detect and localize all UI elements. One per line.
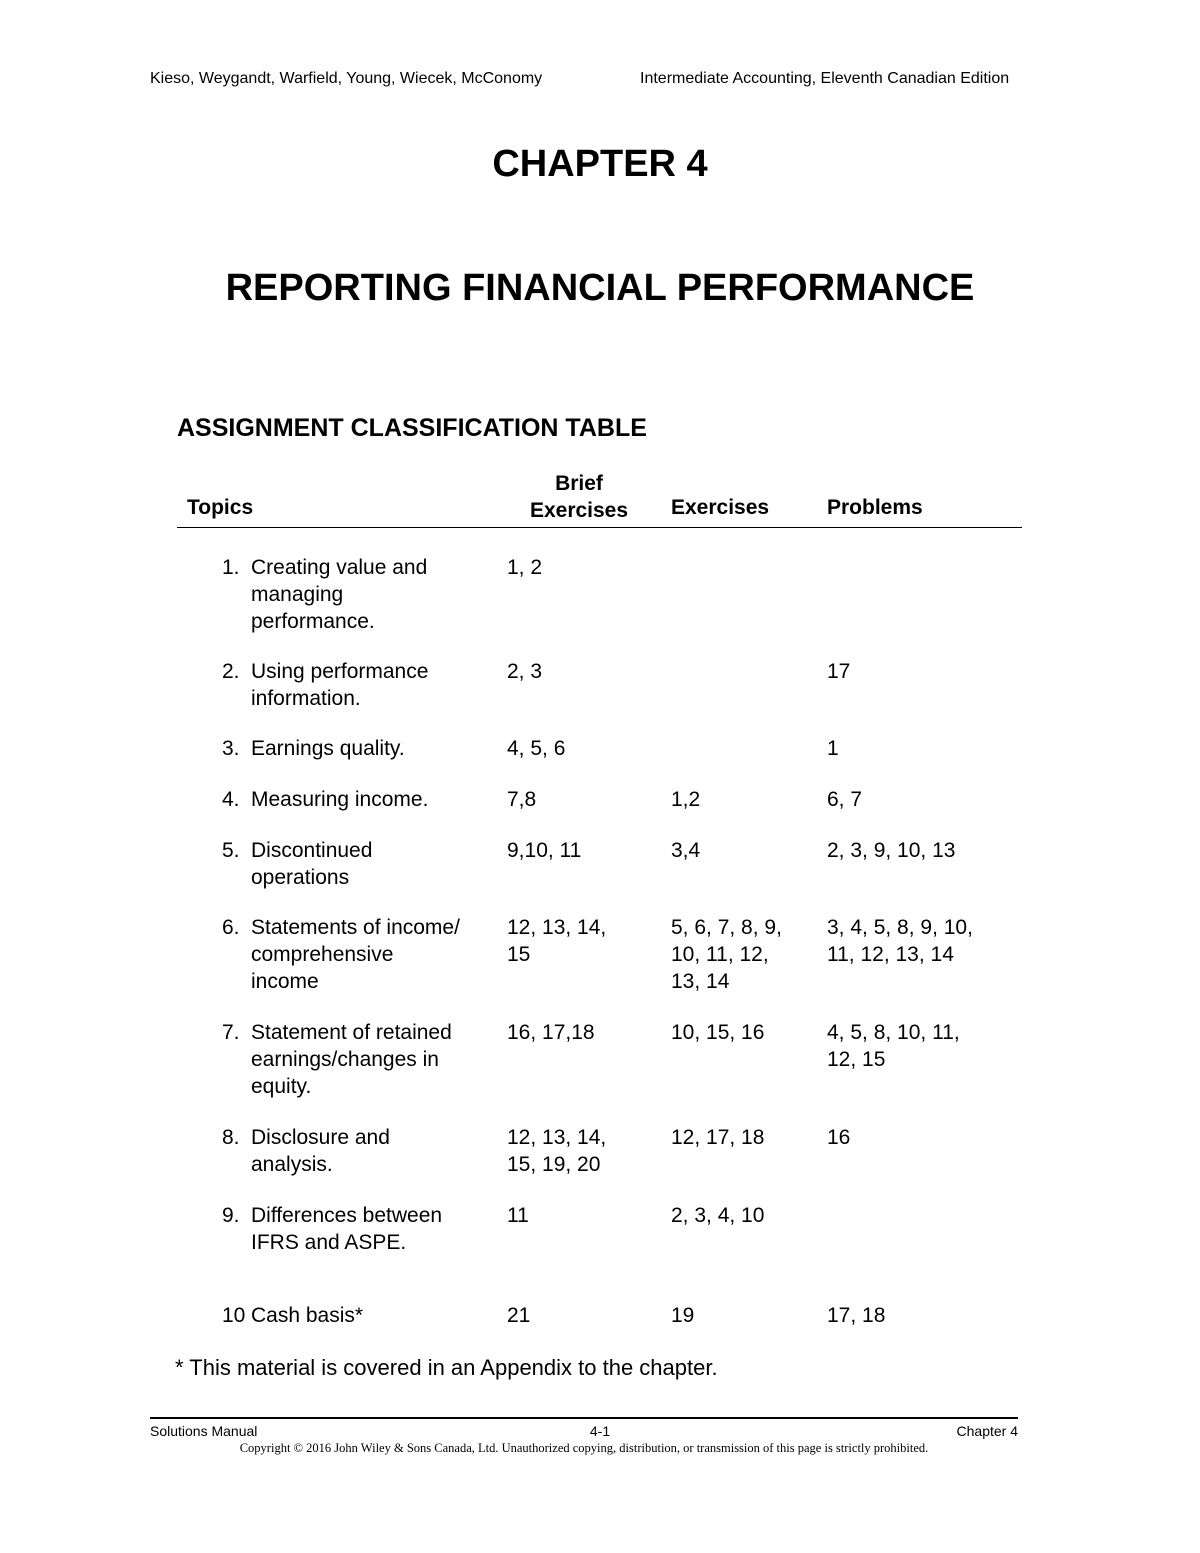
row-topic: Creating value and managing performance.: [251, 556, 428, 633]
row-brief-exercises: 7,8: [507, 788, 537, 811]
footer-chapter-label: Chapter 4: [956, 1423, 1018, 1439]
row-topic: Disclosure and analysis.: [251, 1126, 390, 1176]
copyright-notice: Copyright © 2016 John Wiley & Sons Canada, Ltd. Unauthorized copying, distribution, or transmission of this page is strictly prohibited.: [239, 1441, 929, 1455]
row-exercises: 2, 3, 4, 10: [671, 1204, 765, 1227]
table-heading: ASSIGNMENT CLASSIFICATION TABLE: [177, 414, 647, 442]
row-brief-exercises: 12, 13, 14, 15, 19, 20: [507, 1126, 607, 1176]
row-problems: 3, 4, 5, 8, 9, 10, 11, 12, 13, 14: [827, 916, 973, 966]
header-divider: [177, 527, 1022, 528]
column-header-exercises: Exercises: [671, 496, 770, 519]
row-brief-exercises: 21: [507, 1304, 531, 1327]
row-problems: 16: [827, 1126, 851, 1149]
row-number: 10: [222, 1304, 246, 1327]
row-topic: Using performance information.: [251, 660, 429, 710]
chapter-title: CHAPTER 4: [492, 143, 708, 185]
row-exercises: 1,2: [671, 788, 701, 811]
row-number: 3.: [222, 737, 240, 760]
header-authors: Kieso, Weygandt, Warfield, Young, Wiecek, McConomy: [150, 70, 543, 87]
row-brief-exercises: 12, 13, 14, 15: [507, 916, 607, 966]
row-number: 8.: [222, 1126, 240, 1149]
row-topic: Differences between IFRS and ASPE.: [251, 1204, 443, 1254]
row-problems: 2, 3, 9, 10, 13: [827, 839, 956, 862]
column-header-problems: Problems: [827, 496, 923, 519]
row-number: 7.: [222, 1021, 240, 1044]
footer-divider: [150, 1417, 1018, 1419]
chapter-subtitle: REPORTING FINANCIAL PERFORMANCE: [225, 267, 975, 309]
row-brief-exercises: 1, 2: [507, 556, 543, 579]
row-exercises: 10, 15, 16: [671, 1021, 765, 1044]
row-exercises: 5, 6, 7, 8, 9, 10, 11, 12, 13, 14: [671, 916, 782, 993]
row-exercises: 12, 17, 18: [671, 1126, 765, 1149]
row-brief-exercises: 2, 3: [507, 660, 543, 683]
row-number: 2.: [222, 660, 240, 683]
header-book-title: Intermediate Accounting, Eleventh Canadian Edition: [640, 70, 1010, 87]
row-topic: Statement of retained earnings/changes in equity.: [251, 1021, 452, 1098]
row-number: 6.: [222, 916, 240, 939]
row-topic: Earnings quality.: [251, 737, 405, 760]
row-problems: 1: [827, 737, 839, 760]
row-topic: Cash basis*: [251, 1304, 364, 1327]
row-problems: 17: [827, 660, 851, 683]
appendix-footnote: * This material is covered in an Appendix to the chapter.: [175, 1355, 718, 1380]
column-header-topics: Topics: [187, 496, 254, 519]
row-number: 4.: [222, 788, 240, 811]
footer-manual-label: Solutions Manual: [150, 1423, 258, 1439]
row-number: 9.: [222, 1204, 240, 1227]
row-brief-exercises: 4, 5, 6: [507, 737, 566, 760]
column-header-brief-exercises: Brief Exercises: [529, 472, 629, 522]
row-brief-exercises: 9,10, 11: [507, 839, 582, 862]
row-topic: Statements of income/ comprehensive income: [251, 916, 460, 993]
row-topic: Measuring income.: [251, 788, 429, 811]
row-problems: 17, 18: [827, 1304, 886, 1327]
row-problems: 4, 5, 8, 10, 11, 12, 15: [827, 1021, 960, 1071]
footer-page-number: 4-1: [589, 1423, 611, 1439]
row-number: 1.: [222, 556, 240, 579]
row-topic: Discontinued operations: [251, 839, 373, 889]
row-number: 5.: [222, 839, 240, 862]
row-brief-exercises: 11: [507, 1204, 529, 1227]
row-brief-exercises: 16, 17,18: [507, 1021, 595, 1044]
row-exercises: 3,4: [671, 839, 701, 862]
row-problems: 6, 7: [827, 788, 863, 811]
row-exercises: 19: [671, 1304, 695, 1327]
